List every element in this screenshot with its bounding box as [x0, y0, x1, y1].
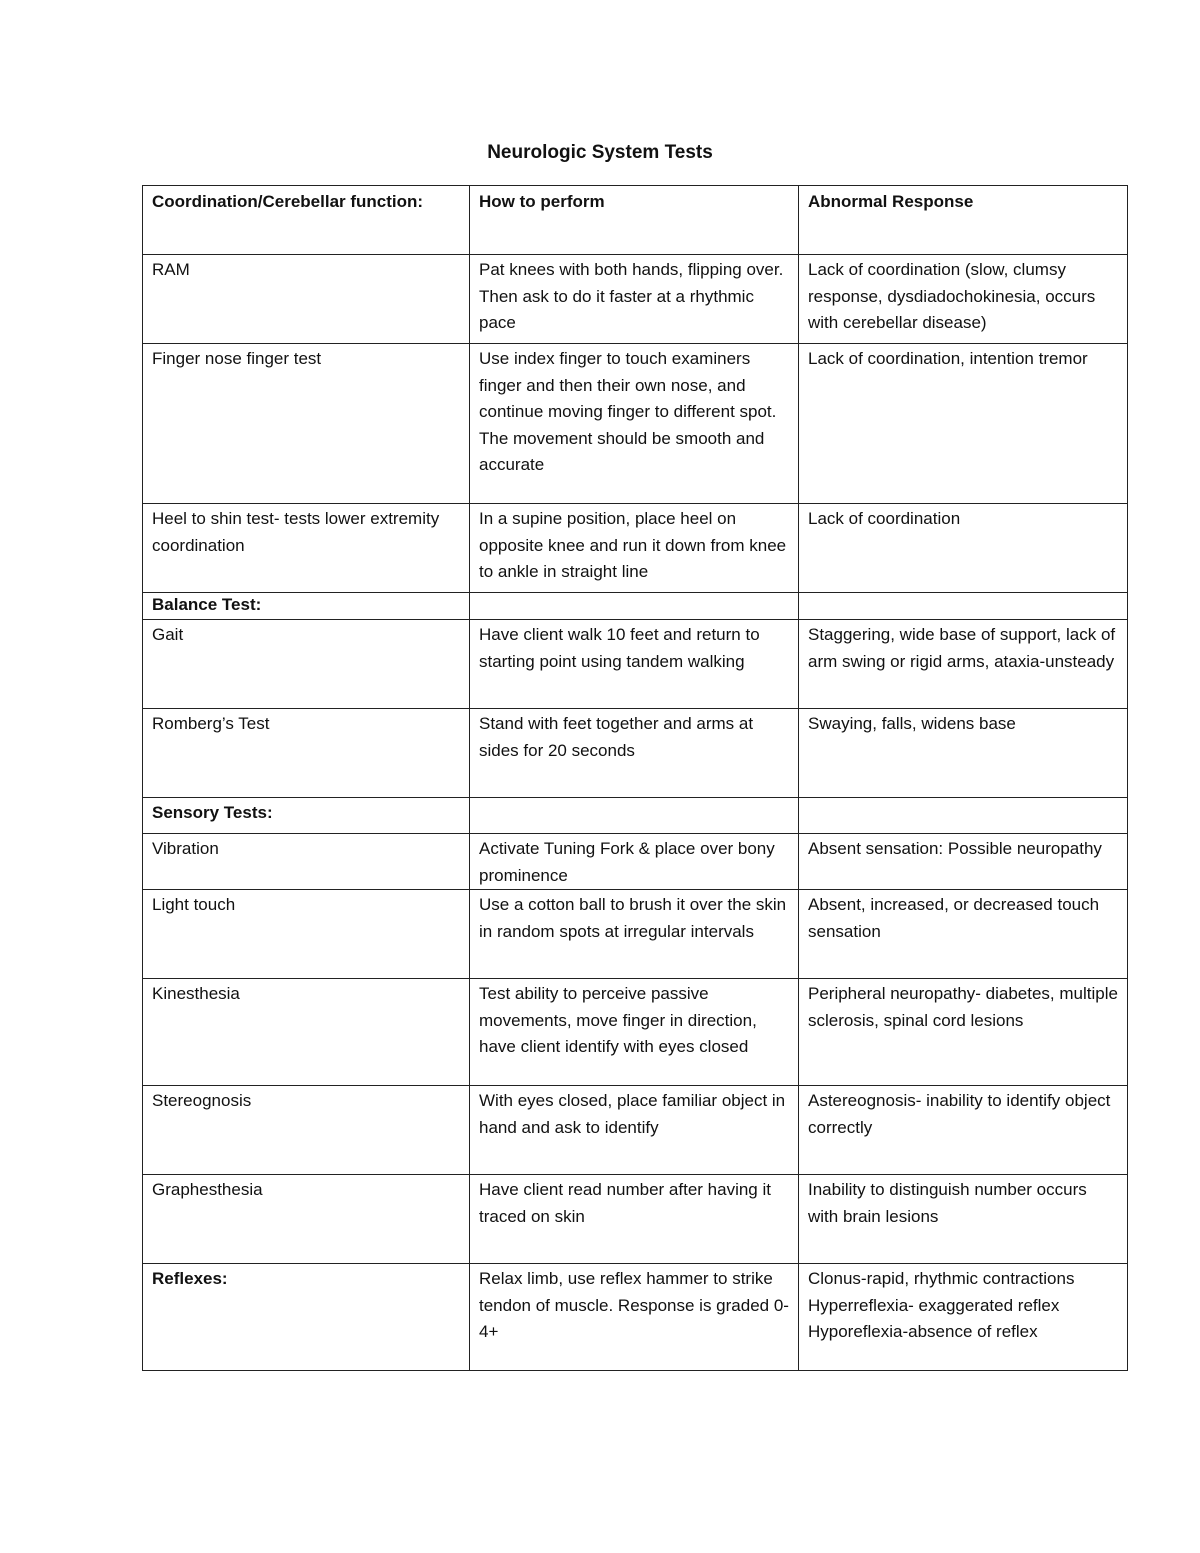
test-name: Reflexes:	[143, 1264, 470, 1371]
table-row	[143, 979, 1128, 1086]
abnormal-line: Hyporeflexia-absence of reflex	[808, 1322, 1038, 1341]
how-to-perform: Have client read number after having it traced on skin	[470, 1175, 799, 1264]
table-row	[143, 620, 1128, 709]
table-row-reflexes	[143, 1264, 1128, 1371]
section-row-sensory	[143, 798, 1128, 834]
abnormal-response	[799, 1264, 1128, 1371]
test-name: RAM	[143, 255, 470, 344]
section-title: Sensory Tests:	[143, 798, 470, 834]
table-row	[143, 834, 1128, 890]
table-header-row	[143, 186, 1128, 255]
table-row	[143, 890, 1128, 979]
abnormal-response: Absent, increased, or decreased touch sensation	[799, 890, 1128, 979]
header-abnormal-response: Abnormal Response	[799, 186, 1128, 255]
how-to-perform: Pat knees with both hands, flipping over. Then ask to do it faster at a rhythmic pace	[470, 255, 799, 344]
abnormal-line: Clonus-rapid, rhythmic contractions	[808, 1269, 1075, 1288]
test-name: Finger nose finger test	[143, 344, 470, 504]
how-to-perform: Use a cotton ball to brush it over the skin in random spots at irregular intervals	[470, 890, 799, 979]
table-row	[143, 1086, 1128, 1175]
how-to-perform: Activate Tuning Fork & place over bony prominence	[470, 834, 799, 890]
how-to-perform: Relax limb, use reflex hammer to strike tendon of muscle. Response is graded 0-4+	[470, 1264, 799, 1371]
how-to-perform: Use index finger to touch examiners finger and then their own nose, and continue moving finger to different spot. The movement should be smooth and accurate	[470, 344, 799, 504]
abnormal-response: Inability to distinguish number occurs with brain lesions	[799, 1175, 1128, 1264]
table-row	[143, 504, 1128, 593]
test-name: Kinesthesia	[143, 979, 470, 1086]
test-name: Heel to shin test- tests lower extremity coordination	[143, 504, 470, 593]
abnormal-response: Lack of coordination	[799, 504, 1128, 593]
test-name: Gait	[143, 620, 470, 709]
abnormal-response: Lack of coordination, intention tremor	[799, 344, 1128, 504]
section-title: Balance Test:	[143, 593, 470, 620]
abnormal-response: Peripheral neuropathy- diabetes, multiple sclerosis, spinal cord lesions	[799, 979, 1128, 1086]
abnormal-response: Staggering, wide base of support, lack of arm swing or rigid arms, ataxia-unsteady	[799, 620, 1128, 709]
test-name: Graphesthesia	[143, 1175, 470, 1264]
how-to-perform: Test ability to perceive passive movements, move finger in direction, have client identify with eyes closed	[470, 979, 799, 1086]
empty-cell	[799, 593, 1128, 620]
how-to-perform: Stand with feet together and arms at sides for 20 seconds	[470, 709, 799, 798]
header-how-to-perform: How to perform	[470, 186, 799, 255]
abnormal-response: Swaying, falls, widens base	[799, 709, 1128, 798]
abnormal-line: Hyperreflexia- exaggerated reflex	[808, 1295, 1060, 1315]
document-title: Neurologic System Tests	[487, 142, 713, 163]
empty-cell	[470, 593, 799, 620]
test-name: Romberg’s Test	[143, 709, 470, 798]
test-name: Vibration	[143, 834, 470, 890]
empty-cell	[470, 798, 799, 834]
abnormal-response: Astereognosis- inability to identify object correctly	[799, 1086, 1128, 1175]
how-to-perform: With eyes closed, place familiar object in hand and ask to identify	[470, 1086, 799, 1175]
table-row	[143, 255, 1128, 344]
neurologic-tests-table	[142, 185, 1128, 1371]
test-name: Light touch	[143, 890, 470, 979]
test-name: Stereognosis	[143, 1086, 470, 1175]
table-row	[143, 709, 1128, 798]
header-test: Coordination/Cerebellar function:	[143, 186, 470, 255]
how-to-perform: Have client walk 10 feet and return to starting point using tandem walking	[470, 620, 799, 709]
abnormal-response: Lack of coordination (slow, clumsy response, dysdiadochokinesia, occurs with cerebellar disease)	[799, 255, 1128, 344]
table-row	[143, 344, 1128, 504]
empty-cell	[799, 798, 1128, 834]
abnormal-response: Absent sensation: Possible neuropathy	[799, 834, 1128, 890]
table-row	[143, 1175, 1128, 1264]
section-row-balance	[143, 593, 1128, 620]
how-to-perform: In a supine position, place heel on opposite knee and run it down from knee to ankle in straight line	[470, 504, 799, 593]
